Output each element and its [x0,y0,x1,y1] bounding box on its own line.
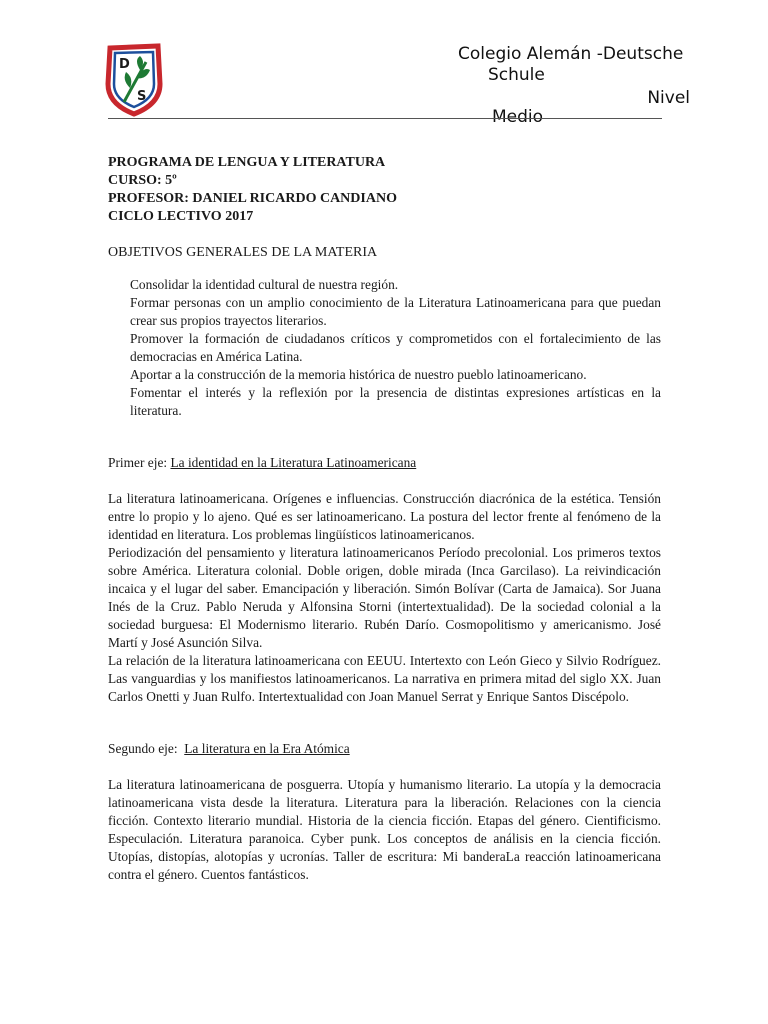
eje2-heading [108,740,661,758]
eje1-paragraph: La relación de la literatura latinoamericana con EEUU. Intertexto con León Gieco y Silvio Rodríguez. Las vanguardias y los manifiestos latinoamericanos. La narrativa en primera mitad del siglo XX. Juan Carlos Onetti y Juan Rulfo. Intertextualidad con Joan Manuel Serrat y Enrique Santos Discépolo. [108,653,661,704]
school-name [440,44,700,127]
eje1-content [108,490,661,706]
header-divider [108,118,662,119]
eje1-heading [108,454,661,472]
program-heading [108,154,661,226]
objective-item: Fomentar el interés y la reflexión por la presencia de distintas expresiones artísticas en la literatura. [130,385,661,418]
objective-item: Formar personas con un amplio conocimiento de la Literatura Latinoamericana para que puedan crear sus propios trayectos literarios. [130,295,661,328]
eje2-label: Segundo eje: [108,741,178,756]
objective-item: Aportar a la construcción de la memoria histórica de nuestro pueblo latinoamericano. [130,367,587,382]
school-name-line1: Colegio Alemán -Deutsche [458,44,684,64]
eje2-content [108,776,661,884]
objectives-list [108,276,661,420]
document-body [108,154,661,884]
school-level-line2: Medio [492,107,544,127]
eje1-paragraph: La literatura latinoamericana. Orígenes e influencias. Construcción diacrónica de la estética. Tensión entre lo propio y lo ajeno. Qué es ser latinoamericano. La postura del lector frente al fenómeno de la identidad en literatura. Los problemas lingüísticos latinoamericanos. [108,491,661,542]
svg-text:D: D [119,57,130,72]
svg-text:S: S [137,89,147,104]
professor-line: PROFESOR: DANIEL RICARDO CANDIANO [108,191,397,206]
objectives-title: OBJETIVOS GENERALES DE LA MATERIA [108,245,378,260]
school-level-line1: Nivel [647,88,690,108]
course-line: CURSO: 5º [108,173,177,188]
school-logo [104,44,164,116]
eje1-title: La identidad en la Literatura Latinoamericana [170,455,417,470]
cycle-line: CICLO LECTIVO 2017 [108,209,254,224]
eje2-paragraph: La literatura latinoamericana de posguerra. Utopía y humanismo literario. La utopía y la democracia latinoamericana vista desde la literatura. Literatura para la liberación. Relaciones con la ciencia ficción. Contexto literario mundial. Historia de la ciencia ficción. Etapas del género. Cientificismo. Especulación. Literatura paranoica. Cyber punk. Los conceptos de análisis en la ciencia ficción. Utopías, distopías, alotopías y ucronías. Taller de escritura: Mi banderaLa reacción latinoamericana contra el género. Cuentos fantásticos. [108,777,661,882]
eje1-paragraph: Periodización del pensamiento y literatura latinoamericanos Período precolonial. Los primeros textos sobre América. Literatura colonial. Doble origen, doble mirada (Inca Garcilaso). La reivindicación incaica y el lugar del saber. Emancipación y liberación. Simón Bolívar (Carta de Jamaica). Sor Juana Inés de la Cruz. Pablo Neruda y Alfonsina Storni (intertextualidad). De la sociedad colonial a la sociedad burguesa: El Modernismo literario. Rubén Darío. Cosmopolitismo y americanismo. José Martí y José Asunción Silva. [108,545,661,650]
objective-item: Consolidar la identidad cultural de nuestra región. [130,277,399,292]
program-title: PROGRAMA DE LENGUA Y LITERATURA [108,155,386,170]
eje1-label: Primer eje: [108,455,168,470]
school-name-line2: Schule [488,65,545,85]
objective-item: Promover la formación de ciudadanos críticos y comprometidos con el fortalecimiento de las democracias en América Latina. [130,331,661,364]
eje2-title: La literatura en la Era Atómica [184,741,350,756]
